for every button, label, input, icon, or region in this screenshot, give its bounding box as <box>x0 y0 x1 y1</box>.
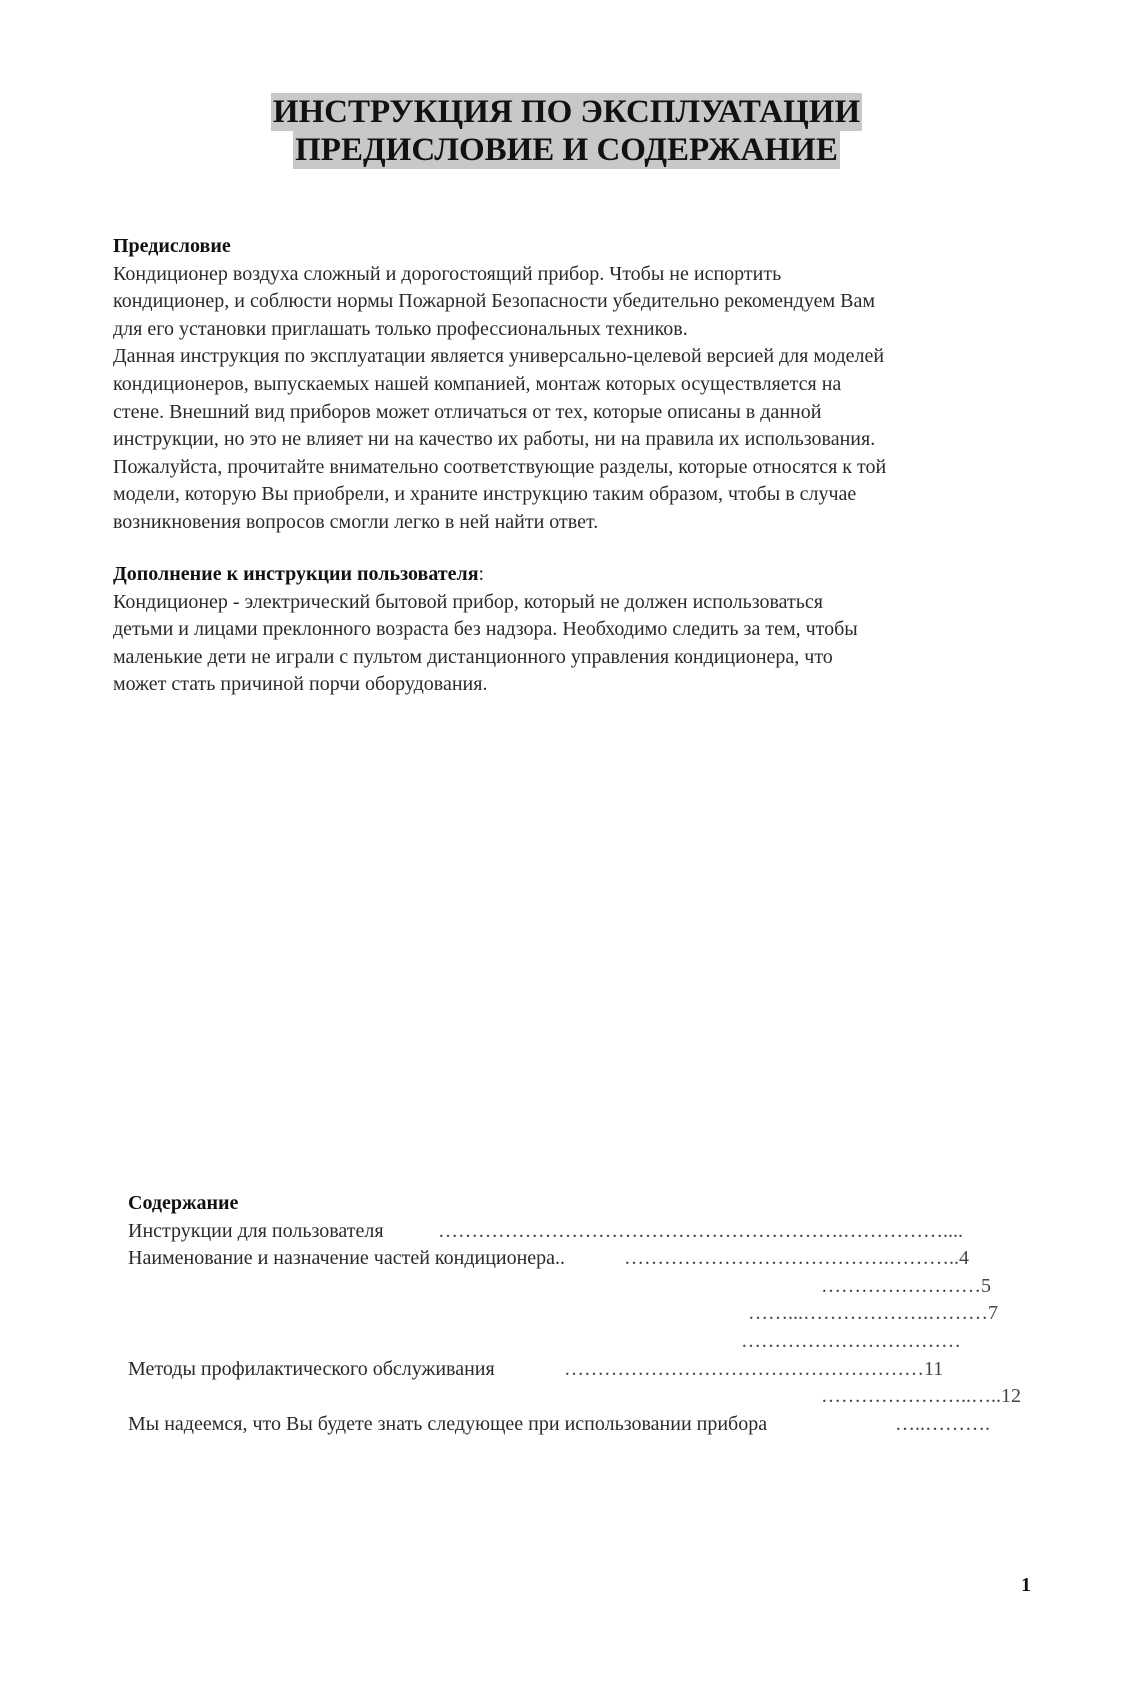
title-line-1: ИНСТРУКЦИЯ ПО ЭКСПЛУАТАЦИИ <box>272 94 861 130</box>
page-number: 1 <box>1021 1574 1031 1596</box>
toc-row-label: Инструкции для пользователя <box>128 1219 384 1242</box>
toc-row[interactable] <box>128 1411 1033 1439</box>
toc-row-page: 7 <box>988 1302 998 1325</box>
toc-row[interactable] <box>128 1300 1033 1328</box>
preface-line: для его установки приглашать только профессиональных техников. <box>113 317 688 340</box>
addendum-heading-colon: : <box>478 563 485 585</box>
preface-line: инструкции, но это не влияет ни на качество их работы, ни на правила их использования. <box>113 428 876 451</box>
page-title <box>0 93 1133 169</box>
addendum-line: Кондиционер - электрический бытовой прибор, который не должен использоваться <box>113 590 823 613</box>
toc-heading: Содержание <box>128 1192 239 1214</box>
toc-row-leader: …..………. <box>895 1412 990 1435</box>
preface-line: кондиционер, и соблюсти нормы Пожарной Безопасности убедительно рекомендуем Вам <box>113 290 875 313</box>
title-line-2: ПРЕДИСЛОВИЕ И СОДЕРЖАНИЕ <box>295 132 838 168</box>
addendum-heading: Дополнение к инструкции пользователя <box>113 563 479 585</box>
toc-row[interactable] <box>128 1245 1033 1273</box>
toc-row-leader: ……...……………….………7 <box>748 1302 998 1325</box>
addendum-heading-row <box>113 561 1053 589</box>
preface-heading: Предисловие <box>113 235 231 257</box>
toc-row-leader: ………………………………………………11 <box>564 1357 944 1380</box>
toc-row-page: .4 <box>954 1247 969 1270</box>
preface-line: возникновения вопросов смогли легко в ней найти ответ. <box>113 510 599 533</box>
toc-row-leader: …………………………………………………….…………….... <box>438 1219 963 1242</box>
preface-line: кондиционеров, выпускаемых нашей компанией, монтаж которых осуществляется на <box>113 372 842 395</box>
toc-row-page: ..12 <box>991 1385 1021 1408</box>
toc-row-label: Методы профилактического обслуживания <box>128 1357 495 1380</box>
preface-line: модели, которую Вы приобрели, и храните инструкцию таким образом, чтобы в случае <box>113 483 857 506</box>
preface-line: Пожалуйста, прочитайте внимательно соответствующие разделы, которые относятся к той <box>113 455 887 478</box>
table-of-contents <box>128 1190 1033 1438</box>
toc-row-leader: …………………………… <box>741 1329 961 1352</box>
toc-row-leader: ………………………………….………..4 <box>624 1247 969 1270</box>
toc-row-page: 5 <box>981 1274 991 1297</box>
toc-row-leader: ……………………5 <box>821 1274 991 1297</box>
preface-line: Данная инструкция по эксплуатации является универсально-целевой версией для моделей <box>113 345 885 368</box>
addendum-line: может стать причиной порчи оборудования. <box>113 673 488 696</box>
preface-section <box>113 233 1053 537</box>
toc-row[interactable] <box>128 1383 1033 1411</box>
preface-line: Кондиционер воздуха сложный и дорогостоящий прибор. Чтобы не испортить <box>113 262 782 285</box>
toc-row-label: Наименование и назначение частей кондиционера.. <box>128 1247 566 1270</box>
toc-row[interactable] <box>128 1328 1033 1356</box>
toc-row[interactable] <box>128 1218 1033 1246</box>
preface-line: стене. Внешний вид приборов может отличаться от тех, которые описаны в данной <box>113 400 822 423</box>
addendum-line: маленькие дети не играли с пультом дистанционного управления кондиционера, что <box>113 645 833 668</box>
toc-row-page: 11 <box>924 1357 944 1380</box>
toc-row-label: Мы надеемся, что Вы будете знать следующее при использовании прибора <box>128 1412 768 1435</box>
toc-row[interactable] <box>128 1356 1033 1384</box>
toc-row[interactable] <box>128 1273 1033 1301</box>
addendum-line: детьми и лицами преклонного возраста без надзора. Необходимо следить за тем, чтобы <box>113 618 858 641</box>
toc-row-leader: …………………..…..12 <box>821 1385 1021 1408</box>
addendum-section <box>113 561 1053 699</box>
